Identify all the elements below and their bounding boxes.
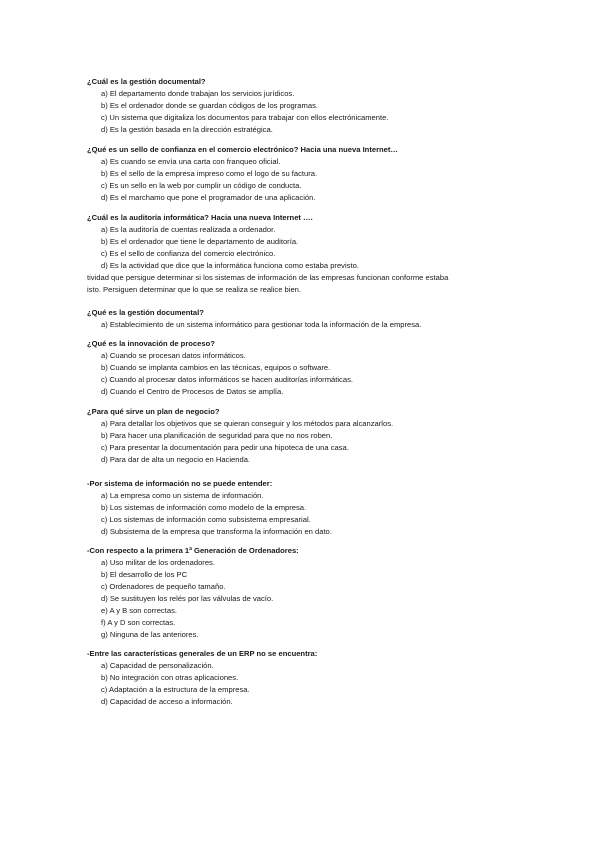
- answer-option: d) Se sustituyen los relés por las válvulas de vacío.: [101, 594, 274, 603]
- answer-option: d) Subsistema de la empresa que transforma la información en dato.: [101, 527, 332, 536]
- answer-option: c) Un sistema que digitaliza los documentos para trabajar con ellos electrónicamente.: [101, 113, 389, 122]
- answer-option: a) Es la auditoría de cuentas realizada a ordenador.: [101, 225, 276, 234]
- answer-option: a) Capacidad de personalización.: [101, 661, 214, 670]
- answer-option: a) Cuando se procesan datos informáticos.: [101, 351, 246, 360]
- question-title: ¿Qué es la innovación de proceso?: [87, 339, 215, 348]
- answer-option: g) Ninguna de las anteriores.: [101, 630, 199, 639]
- answer-option: a) Establecimiento de un sistema informático para gestionar toda la información de la empresa.: [101, 320, 422, 329]
- answer-option: d) Es el marchamo que pone el programador de una aplicación.: [101, 193, 316, 202]
- question-title: -Por sistema de información no se puede entender:: [87, 479, 273, 488]
- answer-option: b) Es el ordenador que tiene le departamento de auditoría.: [101, 237, 299, 246]
- answer-option: c) Adaptación a la estructura de la empresa.: [101, 685, 250, 694]
- answer-option: a) La empresa como un sistema de información.: [101, 491, 264, 500]
- answer-option: a) Para detallar los objetivos que se quieran conseguir y los métodos para alcanzarlos.: [101, 419, 394, 428]
- explanation-text: tividad que persigue determinar si los sistemas de información de las empresas funcionan conforme estaba: [87, 273, 449, 282]
- answer-option: b) Es el ordenador donde se guardan códigos de los programas.: [101, 101, 318, 110]
- answer-option: d) Cuando el Centro de Procesos de Datos se amplía.: [101, 387, 284, 396]
- answer-option: c) Cuando al procesar datos informáticos se hacen auditorías informáticas.: [101, 375, 353, 384]
- answer-option: f) A y D son correctas.: [101, 618, 176, 627]
- answer-option: b) Es el sello de la empresa impreso como el logo de su factura.: [101, 169, 318, 178]
- question-title: ¿Para qué sirve un plan de negocio?: [87, 407, 220, 416]
- answer-option: b) Cuando se implanta cambios en las técnicas, equipos o software.: [101, 363, 331, 372]
- question-title: ¿Qué es la gestión documental?: [87, 308, 204, 317]
- answer-option: d) Es la actividad que dice que la informática funciona como estaba previsto.: [101, 261, 359, 270]
- question-title: -Entre las características generales de un ERP no se encuentra:: [87, 649, 318, 658]
- answer-option: e) A y B son correctas.: [101, 606, 177, 615]
- question-title: -Con respecto a la primera 1ª Generación de Ordenadores:: [87, 546, 299, 555]
- answer-option: b) No integración con otras aplicaciones.: [101, 673, 239, 682]
- question-title: ¿Cuál es la gestión documental?: [87, 77, 206, 86]
- answer-option: c) Los sistemas de información como subsistema empresarial.: [101, 515, 311, 524]
- question-title: ¿Qué es un sello de confianza en el comercio electrónico? Hacia una nueva Internet…: [87, 145, 399, 154]
- answer-option: a) El departamento donde trabajan los servicios jurídicos.: [101, 89, 295, 98]
- question-title: ¿Cuál es la auditoría informática? Hacia una nueva Internet ….: [87, 213, 313, 222]
- answer-option: a) Es cuando se envía una carta con franqueo oficial.: [101, 157, 281, 166]
- answer-option: b) El desarrollo de los PC: [101, 570, 188, 579]
- answer-option: b) Para hacer una planificación de seguridad para que no nos roben.: [101, 431, 333, 440]
- explanation-text: isto. Persiguen determinar que lo que se realiza se realice bien.: [87, 285, 302, 294]
- answer-option: d) Es la gestión basada en la dirección estratégica.: [101, 125, 273, 134]
- answer-option: d) Para dar de alta un negocio en Hacienda.: [101, 455, 251, 464]
- answer-option: c) Es un sello en la web por cumplir un código de conducta.: [101, 181, 302, 190]
- answer-option: d) Capacidad de acceso a información.: [101, 697, 233, 706]
- answer-option: c) Ordenadores de pequeño tamaño.: [101, 582, 226, 591]
- answer-option: b) Los sistemas de información como modelo de la empresa.: [101, 503, 307, 512]
- answer-option: c) Es el sello de confianza del comercio electrónico.: [101, 249, 276, 258]
- answer-option: a) Uso militar de los ordenadores.: [101, 558, 215, 567]
- answer-option: c) Para presentar la documentación para pedir una hipoteca de una casa.: [101, 443, 349, 452]
